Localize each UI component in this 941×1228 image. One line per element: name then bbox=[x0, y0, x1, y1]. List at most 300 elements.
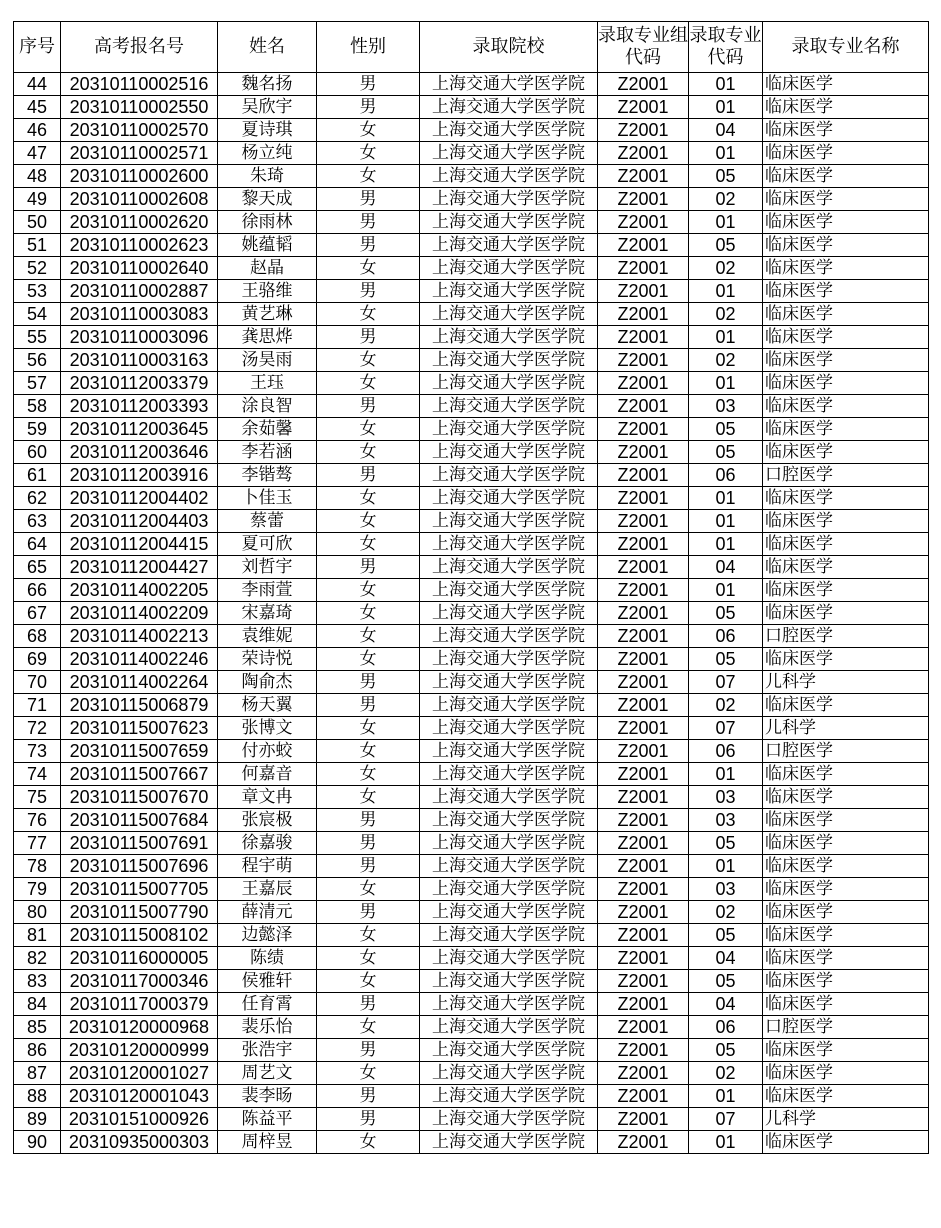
cell-name: 朱琦 bbox=[218, 165, 317, 188]
cell-group-code: Z2001 bbox=[598, 763, 689, 786]
cell-exam-number: 20310110002600 bbox=[61, 165, 218, 188]
cell-name: 张浩宇 bbox=[218, 1039, 317, 1062]
cell-major-name: 儿科学 bbox=[763, 671, 929, 694]
cell-group-code: Z2001 bbox=[598, 1039, 689, 1062]
cell-exam-number: 20310112003646 bbox=[61, 441, 218, 464]
cell-major-code: 06 bbox=[689, 740, 763, 763]
header-name: 姓名 bbox=[218, 22, 317, 73]
cell-seq: 64 bbox=[14, 533, 61, 556]
cell-seq: 62 bbox=[14, 487, 61, 510]
cell-school: 上海交通大学医学院 bbox=[420, 809, 598, 832]
header-exam-number: 高考报名号 bbox=[61, 22, 218, 73]
table-row bbox=[14, 257, 929, 280]
cell-school: 上海交通大学医学院 bbox=[420, 165, 598, 188]
cell-exam-number: 20310114002246 bbox=[61, 648, 218, 671]
cell-name: 何嘉音 bbox=[218, 763, 317, 786]
cell-seq: 89 bbox=[14, 1108, 61, 1131]
table-row bbox=[14, 211, 929, 234]
cell-major-name: 儿科学 bbox=[763, 1108, 929, 1131]
cell-school: 上海交通大学医学院 bbox=[420, 924, 598, 947]
table-row bbox=[14, 73, 929, 96]
cell-major-code: 02 bbox=[689, 349, 763, 372]
cell-major-code: 02 bbox=[689, 188, 763, 211]
cell-exam-number: 20310112004402 bbox=[61, 487, 218, 510]
table-body bbox=[14, 73, 929, 1154]
table-row bbox=[14, 579, 929, 602]
table-row bbox=[14, 326, 929, 349]
cell-major-code: 02 bbox=[689, 1062, 763, 1085]
cell-name: 王珏 bbox=[218, 372, 317, 395]
table-row bbox=[14, 533, 929, 556]
cell-major-name: 临床医学 bbox=[763, 395, 929, 418]
cell-major-name: 临床医学 bbox=[763, 602, 929, 625]
cell-major-code: 05 bbox=[689, 441, 763, 464]
cell-school: 上海交通大学医学院 bbox=[420, 970, 598, 993]
cell-gender: 女 bbox=[317, 372, 420, 395]
cell-seq: 68 bbox=[14, 625, 61, 648]
cell-exam-number: 20310151000926 bbox=[61, 1108, 218, 1131]
cell-major-code: 01 bbox=[689, 96, 763, 119]
cell-gender: 男 bbox=[317, 1108, 420, 1131]
table-row bbox=[14, 786, 929, 809]
cell-name: 任育霄 bbox=[218, 993, 317, 1016]
cell-seq: 72 bbox=[14, 717, 61, 740]
cell-seq: 84 bbox=[14, 993, 61, 1016]
cell-exam-number: 20310116000005 bbox=[61, 947, 218, 970]
cell-school: 上海交通大学医学院 bbox=[420, 349, 598, 372]
cell-gender: 女 bbox=[317, 1062, 420, 1085]
header-row bbox=[14, 22, 929, 73]
cell-group-code: Z2001 bbox=[598, 878, 689, 901]
cell-seq: 86 bbox=[14, 1039, 61, 1062]
cell-major-code: 01 bbox=[689, 142, 763, 165]
table-row bbox=[14, 142, 929, 165]
cell-name: 裴李旸 bbox=[218, 1085, 317, 1108]
cell-exam-number: 20310115006879 bbox=[61, 694, 218, 717]
header-seq: 序号 bbox=[14, 22, 61, 73]
cell-major-code: 07 bbox=[689, 671, 763, 694]
cell-major-name: 口腔医学 bbox=[763, 625, 929, 648]
cell-major-name: 临床医学 bbox=[763, 786, 929, 809]
cell-major-name: 临床医学 bbox=[763, 234, 929, 257]
cell-seq: 78 bbox=[14, 855, 61, 878]
cell-major-code: 07 bbox=[689, 1108, 763, 1131]
cell-gender: 女 bbox=[317, 878, 420, 901]
table-row bbox=[14, 924, 929, 947]
cell-gender: 女 bbox=[317, 763, 420, 786]
cell-gender: 女 bbox=[317, 510, 420, 533]
cell-major-code: 01 bbox=[689, 280, 763, 303]
cell-seq: 87 bbox=[14, 1062, 61, 1085]
cell-group-code: Z2001 bbox=[598, 740, 689, 763]
cell-gender: 男 bbox=[317, 234, 420, 257]
cell-major-code: 04 bbox=[689, 119, 763, 142]
cell-school: 上海交通大学医学院 bbox=[420, 73, 598, 96]
cell-name: 徐雨林 bbox=[218, 211, 317, 234]
cell-exam-number: 20310114002205 bbox=[61, 579, 218, 602]
cell-major-name: 临床医学 bbox=[763, 694, 929, 717]
cell-name: 黄艺琳 bbox=[218, 303, 317, 326]
cell-group-code: Z2001 bbox=[598, 395, 689, 418]
cell-exam-number: 20310115007659 bbox=[61, 740, 218, 763]
cell-group-code: Z2001 bbox=[598, 1016, 689, 1039]
table-row bbox=[14, 625, 929, 648]
cell-exam-number: 20310114002264 bbox=[61, 671, 218, 694]
cell-gender: 男 bbox=[317, 556, 420, 579]
cell-name: 王嘉辰 bbox=[218, 878, 317, 901]
cell-name: 程宇萌 bbox=[218, 855, 317, 878]
table-row bbox=[14, 1062, 929, 1085]
table-row bbox=[14, 1085, 929, 1108]
cell-seq: 66 bbox=[14, 579, 61, 602]
cell-school: 上海交通大学医学院 bbox=[420, 579, 598, 602]
cell-seq: 48 bbox=[14, 165, 61, 188]
cell-gender: 女 bbox=[317, 349, 420, 372]
cell-gender: 女 bbox=[317, 970, 420, 993]
cell-major-code: 02 bbox=[689, 901, 763, 924]
cell-group-code: Z2001 bbox=[598, 165, 689, 188]
cell-seq: 59 bbox=[14, 418, 61, 441]
header-gender: 性别 bbox=[317, 22, 420, 73]
cell-group-code: Z2001 bbox=[598, 694, 689, 717]
cell-seq: 52 bbox=[14, 257, 61, 280]
cell-major-code: 05 bbox=[689, 832, 763, 855]
cell-school: 上海交通大学医学院 bbox=[420, 1062, 598, 1085]
cell-school: 上海交通大学医学院 bbox=[420, 510, 598, 533]
cell-gender: 女 bbox=[317, 533, 420, 556]
cell-name: 王骆维 bbox=[218, 280, 317, 303]
cell-exam-number: 20310115007790 bbox=[61, 901, 218, 924]
cell-major-name: 临床医学 bbox=[763, 556, 929, 579]
table-row bbox=[14, 487, 929, 510]
cell-name: 徐嘉骏 bbox=[218, 832, 317, 855]
cell-seq: 73 bbox=[14, 740, 61, 763]
cell-group-code: Z2001 bbox=[598, 970, 689, 993]
cell-gender: 男 bbox=[317, 464, 420, 487]
cell-gender: 女 bbox=[317, 418, 420, 441]
cell-name: 夏可欣 bbox=[218, 533, 317, 556]
cell-major-name: 口腔医学 bbox=[763, 740, 929, 763]
table-row bbox=[14, 855, 929, 878]
cell-exam-number: 20310112004403 bbox=[61, 510, 218, 533]
cell-major-code: 03 bbox=[689, 395, 763, 418]
table-row bbox=[14, 1108, 929, 1131]
cell-major-name: 临床医学 bbox=[763, 1131, 929, 1154]
cell-school: 上海交通大学医学院 bbox=[420, 464, 598, 487]
cell-exam-number: 20310115007667 bbox=[61, 763, 218, 786]
cell-major-code: 03 bbox=[689, 809, 763, 832]
cell-seq: 70 bbox=[14, 671, 61, 694]
header-school: 录取院校 bbox=[420, 22, 598, 73]
cell-school: 上海交通大学医学院 bbox=[420, 763, 598, 786]
cell-major-name: 临床医学 bbox=[763, 993, 929, 1016]
cell-exam-number: 20310115007705 bbox=[61, 878, 218, 901]
table-row bbox=[14, 970, 929, 993]
cell-school: 上海交通大学医学院 bbox=[420, 211, 598, 234]
cell-seq: 65 bbox=[14, 556, 61, 579]
cell-name: 周梓昱 bbox=[218, 1131, 317, 1154]
cell-school: 上海交通大学医学院 bbox=[420, 326, 598, 349]
cell-name: 荣诗悦 bbox=[218, 648, 317, 671]
cell-major-code: 05 bbox=[689, 165, 763, 188]
cell-name: 宋嘉琦 bbox=[218, 602, 317, 625]
cell-major-code: 01 bbox=[689, 211, 763, 234]
cell-exam-number: 20310110002608 bbox=[61, 188, 218, 211]
admission-table bbox=[13, 21, 929, 1154]
cell-gender: 男 bbox=[317, 671, 420, 694]
cell-school: 上海交通大学医学院 bbox=[420, 188, 598, 211]
table-row bbox=[14, 763, 929, 786]
cell-group-code: Z2001 bbox=[598, 372, 689, 395]
table-row bbox=[14, 809, 929, 832]
cell-group-code: Z2001 bbox=[598, 234, 689, 257]
cell-major-name: 临床医学 bbox=[763, 165, 929, 188]
cell-major-name: 临床医学 bbox=[763, 648, 929, 671]
cell-gender: 女 bbox=[317, 786, 420, 809]
cell-seq: 45 bbox=[14, 96, 61, 119]
table-row bbox=[14, 119, 929, 142]
cell-school: 上海交通大学医学院 bbox=[420, 142, 598, 165]
cell-name: 边懿泽 bbox=[218, 924, 317, 947]
cell-seq: 90 bbox=[14, 1131, 61, 1154]
cell-exam-number: 20310110003163 bbox=[61, 349, 218, 372]
header-major-name: 录取专业名称 bbox=[763, 22, 929, 73]
table-row bbox=[14, 165, 929, 188]
cell-gender: 女 bbox=[317, 924, 420, 947]
cell-school: 上海交通大学医学院 bbox=[420, 395, 598, 418]
cell-major-name: 临床医学 bbox=[763, 349, 929, 372]
cell-exam-number: 20310120001043 bbox=[61, 1085, 218, 1108]
cell-major-code: 06 bbox=[689, 1016, 763, 1039]
cell-school: 上海交通大学医学院 bbox=[420, 556, 598, 579]
cell-group-code: Z2001 bbox=[598, 993, 689, 1016]
cell-gender: 女 bbox=[317, 119, 420, 142]
cell-name: 李锴骜 bbox=[218, 464, 317, 487]
cell-name: 李雨萱 bbox=[218, 579, 317, 602]
cell-name: 裴乐怡 bbox=[218, 1016, 317, 1039]
cell-major-name: 临床医学 bbox=[763, 970, 929, 993]
cell-exam-number: 20310114002213 bbox=[61, 625, 218, 648]
table-row bbox=[14, 671, 929, 694]
cell-school: 上海交通大学医学院 bbox=[420, 717, 598, 740]
cell-school: 上海交通大学医学院 bbox=[420, 993, 598, 1016]
cell-seq: 60 bbox=[14, 441, 61, 464]
cell-school: 上海交通大学医学院 bbox=[420, 441, 598, 464]
cell-name: 付亦蛟 bbox=[218, 740, 317, 763]
cell-group-code: Z2001 bbox=[598, 349, 689, 372]
cell-major-name: 临床医学 bbox=[763, 211, 929, 234]
table-row bbox=[14, 947, 929, 970]
cell-exam-number: 20310120000999 bbox=[61, 1039, 218, 1062]
cell-school: 上海交通大学医学院 bbox=[420, 901, 598, 924]
cell-group-code: Z2001 bbox=[598, 924, 689, 947]
cell-exam-number: 20310110002571 bbox=[61, 142, 218, 165]
cell-major-name: 临床医学 bbox=[763, 257, 929, 280]
cell-school: 上海交通大学医学院 bbox=[420, 625, 598, 648]
cell-exam-number: 20310935000303 bbox=[61, 1131, 218, 1154]
cell-group-code: Z2001 bbox=[598, 947, 689, 970]
cell-major-code: 02 bbox=[689, 303, 763, 326]
cell-school: 上海交通大学医学院 bbox=[420, 694, 598, 717]
cell-school: 上海交通大学医学院 bbox=[420, 1108, 598, 1131]
cell-name: 涂良智 bbox=[218, 395, 317, 418]
cell-gender: 男 bbox=[317, 395, 420, 418]
cell-group-code: Z2001 bbox=[598, 1085, 689, 1108]
cell-seq: 67 bbox=[14, 602, 61, 625]
cell-group-code: Z2001 bbox=[598, 579, 689, 602]
cell-major-name: 临床医学 bbox=[763, 280, 929, 303]
cell-school: 上海交通大学医学院 bbox=[420, 740, 598, 763]
cell-seq: 49 bbox=[14, 188, 61, 211]
cell-gender: 男 bbox=[317, 832, 420, 855]
cell-seq: 80 bbox=[14, 901, 61, 924]
cell-name: 黎天成 bbox=[218, 188, 317, 211]
table-row bbox=[14, 349, 929, 372]
cell-exam-number: 20310115007670 bbox=[61, 786, 218, 809]
table-row bbox=[14, 510, 929, 533]
cell-gender: 男 bbox=[317, 809, 420, 832]
cell-exam-number: 20310115007684 bbox=[61, 809, 218, 832]
cell-name: 李若涵 bbox=[218, 441, 317, 464]
cell-exam-number: 20310110002623 bbox=[61, 234, 218, 257]
cell-seq: 71 bbox=[14, 694, 61, 717]
table-row bbox=[14, 694, 929, 717]
cell-exam-number: 20310117000346 bbox=[61, 970, 218, 993]
cell-school: 上海交通大学医学院 bbox=[420, 786, 598, 809]
cell-gender: 男 bbox=[317, 73, 420, 96]
table-row bbox=[14, 1039, 929, 1062]
cell-seq: 79 bbox=[14, 878, 61, 901]
table-row bbox=[14, 96, 929, 119]
cell-group-code: Z2001 bbox=[598, 73, 689, 96]
table-row bbox=[14, 372, 929, 395]
cell-major-code: 04 bbox=[689, 947, 763, 970]
cell-group-code: Z2001 bbox=[598, 487, 689, 510]
cell-exam-number: 20310120000968 bbox=[61, 1016, 218, 1039]
cell-name: 张宸极 bbox=[218, 809, 317, 832]
cell-name: 章文冉 bbox=[218, 786, 317, 809]
cell-exam-number: 20310112003379 bbox=[61, 372, 218, 395]
cell-major-code: 03 bbox=[689, 786, 763, 809]
cell-seq: 51 bbox=[14, 234, 61, 257]
table-row bbox=[14, 832, 929, 855]
cell-exam-number: 20310115007696 bbox=[61, 855, 218, 878]
cell-gender: 男 bbox=[317, 694, 420, 717]
cell-major-name: 临床医学 bbox=[763, 142, 929, 165]
cell-name: 龚思烨 bbox=[218, 326, 317, 349]
cell-gender: 男 bbox=[317, 326, 420, 349]
cell-exam-number: 20310110002550 bbox=[61, 96, 218, 119]
cell-exam-number: 20310112003645 bbox=[61, 418, 218, 441]
cell-group-code: Z2001 bbox=[598, 855, 689, 878]
cell-name: 魏名扬 bbox=[218, 73, 317, 96]
admission-list bbox=[13, 21, 929, 1154]
cell-group-code: Z2001 bbox=[598, 257, 689, 280]
cell-group-code: Z2001 bbox=[598, 418, 689, 441]
cell-name: 姚蕴韬 bbox=[218, 234, 317, 257]
cell-major-code: 05 bbox=[689, 418, 763, 441]
cell-major-code: 06 bbox=[689, 464, 763, 487]
cell-gender: 女 bbox=[317, 257, 420, 280]
cell-seq: 83 bbox=[14, 970, 61, 993]
cell-major-code: 01 bbox=[689, 1131, 763, 1154]
cell-major-code: 05 bbox=[689, 234, 763, 257]
cell-exam-number: 20310112004427 bbox=[61, 556, 218, 579]
cell-exam-number: 20310110002620 bbox=[61, 211, 218, 234]
cell-exam-number: 20310112003393 bbox=[61, 395, 218, 418]
cell-school: 上海交通大学医学院 bbox=[420, 602, 598, 625]
table-row bbox=[14, 993, 929, 1016]
cell-group-code: Z2001 bbox=[598, 1108, 689, 1131]
cell-exam-number: 20310115007623 bbox=[61, 717, 218, 740]
cell-group-code: Z2001 bbox=[598, 832, 689, 855]
cell-gender: 女 bbox=[317, 142, 420, 165]
cell-name: 杨立纯 bbox=[218, 142, 317, 165]
cell-name: 卜佳玉 bbox=[218, 487, 317, 510]
cell-seq: 56 bbox=[14, 349, 61, 372]
cell-name: 吴欣宇 bbox=[218, 96, 317, 119]
cell-school: 上海交通大学医学院 bbox=[420, 832, 598, 855]
table-row bbox=[14, 188, 929, 211]
cell-name: 张博文 bbox=[218, 717, 317, 740]
cell-seq: 69 bbox=[14, 648, 61, 671]
cell-major-code: 02 bbox=[689, 694, 763, 717]
cell-exam-number: 20310110002570 bbox=[61, 119, 218, 142]
cell-school: 上海交通大学医学院 bbox=[420, 947, 598, 970]
cell-major-code: 01 bbox=[689, 579, 763, 602]
cell-major-code: 01 bbox=[689, 763, 763, 786]
cell-major-code: 04 bbox=[689, 556, 763, 579]
cell-major-name: 临床医学 bbox=[763, 96, 929, 119]
cell-school: 上海交通大学医学院 bbox=[420, 303, 598, 326]
cell-major-code: 01 bbox=[689, 855, 763, 878]
cell-major-name: 临床医学 bbox=[763, 1085, 929, 1108]
cell-group-code: Z2001 bbox=[598, 510, 689, 533]
cell-school: 上海交通大学医学院 bbox=[420, 878, 598, 901]
cell-group-code: Z2001 bbox=[598, 303, 689, 326]
table-row bbox=[14, 901, 929, 924]
cell-group-code: Z2001 bbox=[598, 625, 689, 648]
cell-seq: 47 bbox=[14, 142, 61, 165]
cell-exam-number: 20310120001027 bbox=[61, 1062, 218, 1085]
cell-major-code: 07 bbox=[689, 717, 763, 740]
cell-seq: 57 bbox=[14, 372, 61, 395]
table-row bbox=[14, 464, 929, 487]
cell-seq: 44 bbox=[14, 73, 61, 96]
cell-school: 上海交通大学医学院 bbox=[420, 234, 598, 257]
cell-major-name: 临床医学 bbox=[763, 924, 929, 947]
cell-major-code: 06 bbox=[689, 625, 763, 648]
cell-gender: 女 bbox=[317, 602, 420, 625]
cell-major-code: 05 bbox=[689, 648, 763, 671]
cell-major-code: 05 bbox=[689, 602, 763, 625]
cell-exam-number: 20310112004415 bbox=[61, 533, 218, 556]
cell-exam-number: 20310114002209 bbox=[61, 602, 218, 625]
table-row bbox=[14, 648, 929, 671]
cell-exam-number: 20310110002516 bbox=[61, 73, 218, 96]
cell-major-name: 临床医学 bbox=[763, 188, 929, 211]
cell-gender: 女 bbox=[317, 487, 420, 510]
cell-major-name: 临床医学 bbox=[763, 372, 929, 395]
cell-name: 余茹馨 bbox=[218, 418, 317, 441]
cell-gender: 男 bbox=[317, 211, 420, 234]
cell-group-code: Z2001 bbox=[598, 717, 689, 740]
cell-exam-number: 20310115008102 bbox=[61, 924, 218, 947]
cell-major-name: 临床医学 bbox=[763, 418, 929, 441]
cell-gender: 女 bbox=[317, 165, 420, 188]
cell-school: 上海交通大学医学院 bbox=[420, 257, 598, 280]
cell-major-name: 临床医学 bbox=[763, 119, 929, 142]
